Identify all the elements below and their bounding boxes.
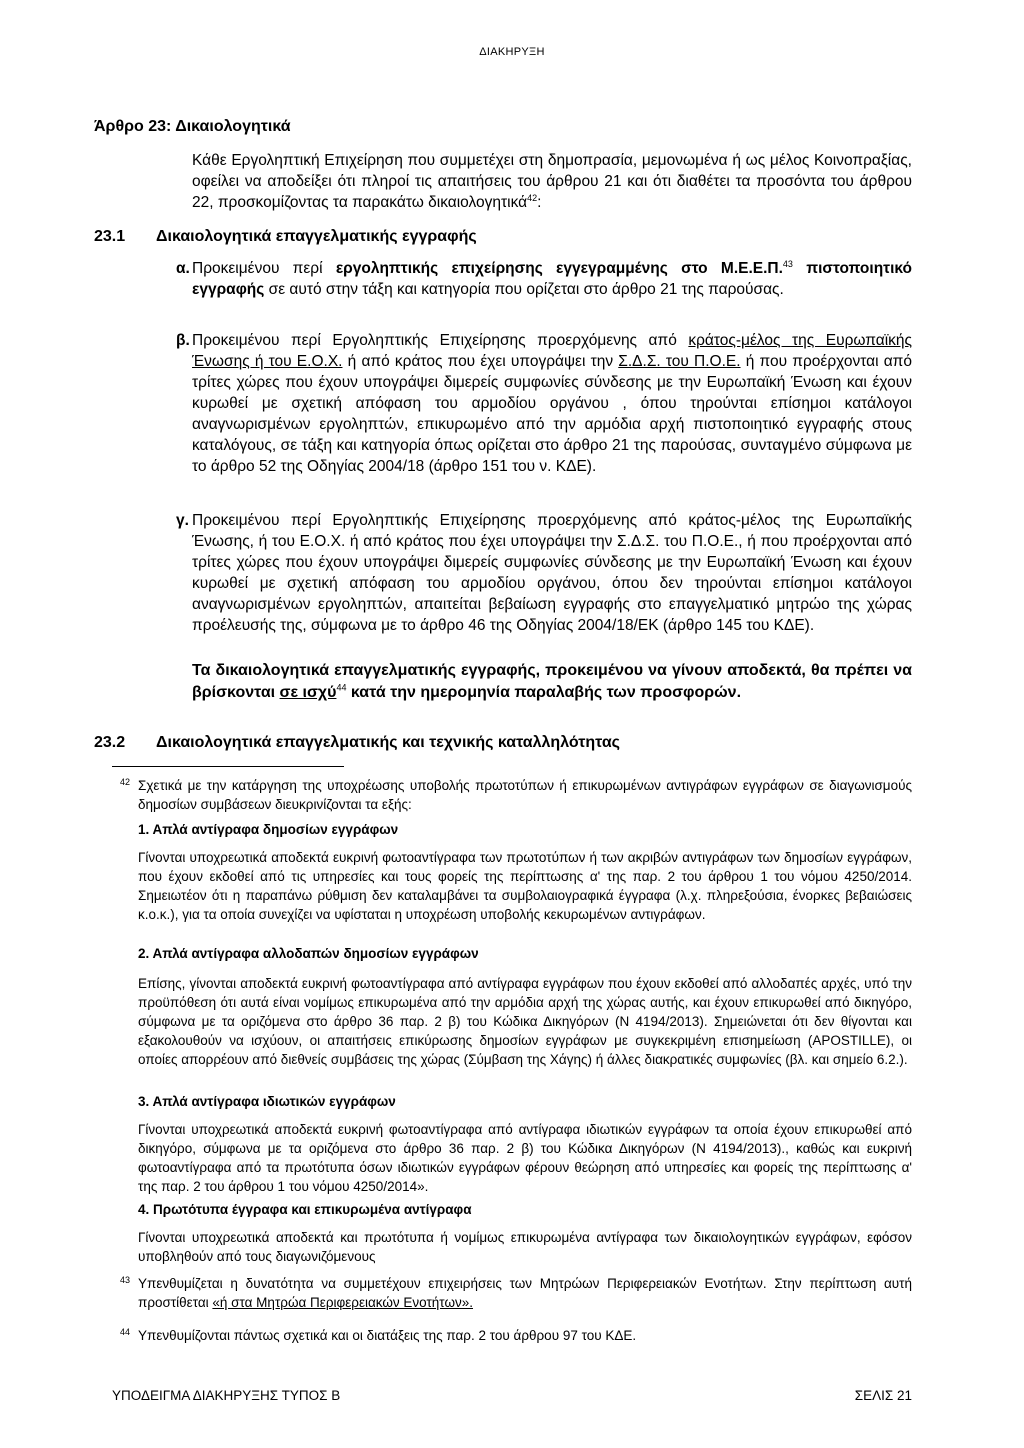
item-label: β.	[176, 332, 190, 349]
footnote-mark: 43	[120, 1275, 131, 1285]
running-header: ΔΙΑΚΗΡΥΞΗ	[479, 46, 545, 58]
footnote-mark: 44	[120, 1327, 131, 1337]
footnote-subheading-2: 2. Απλά αντίγραφα αλλοδαπών δημοσίων εγγράφων	[138, 946, 479, 961]
article-title: Άρθρο 23: Δικαιολογητικά	[94, 118, 291, 135]
item-text: ή που προέρχονται από τρίτες χώρες που έχουν υπογράψει διμερείς συμφωνίες σύνδεσης με την Ευρωπαϊκή Ένωση και έχουν κυρωθεί με σχετική απόφαση του αρμοδίου οργάνου , όπου τηρούνται επίσημοι κατάλογοι αναγνωρισμένων εργοληπτών, επικυρωμένο από την αρμόδια αρχή πιστοποιητικό εγγραφής στους καταλόγους, σε τάξη και κατηγορία όπως ορίζεται στο άρθρο 21 της παρούσας, συνταγμένο σύμφωνα με το άρθρο 52 της Οδηγίας 2004/18 (άρθρο 151 του ν. ΚΔΕ).	[192, 353, 912, 475]
footnote-paragraph-4: Γίνονται υποχρεωτικά αποδεκτά και πρωτότυπα ή νομίμως επικυρωμένα αντίγραφα των δικαιολογητικών εγγράφων, εφόσον υποβληθούν από τους διαγωνιζόμενους	[138, 1230, 912, 1264]
item-c	[176, 510, 912, 636]
item-underlined: Σ.Δ.Σ. του Π.Ο.Ε.	[618, 353, 741, 370]
section-heading: Δικαιολογητικά επαγγελματικής και τεχνικής καταλληλότητας	[156, 734, 620, 751]
section-heading: Δικαιολογητικά επαγγελματικής εγγραφής	[156, 228, 477, 245]
emphasis-underlined: σε ισχύ	[279, 684, 337, 701]
footnote-subheading-1: 1. Απλά αντίγραφα δημοσίων εγγράφων	[138, 822, 399, 837]
section-23-1-title	[94, 228, 477, 246]
item-text: ή από κράτος που έχει υπογράψει την	[342, 353, 619, 370]
footnote-underlined: «ή στα Μητρώα Περιφερειακών Ενοτήτων».	[212, 1295, 473, 1310]
article-intro	[192, 150, 912, 213]
footnote-text	[138, 1274, 912, 1312]
footnote-paragraph-2: Επίσης, γίνονται αποδεκτά ευκρινή φωτοαντίγραφα από αντίγραφα εγγράφων που έχουν εκδοθεί από αλλοδαπές αρχές, υπό την προϋπόθεση ότι αυτά είναι νομίμως επικυρωμένα από την αρμόδια αρχή της χώρας αυτής, και έχουν επικυρωθεί από δικηγόρο, σύμφωνα με τα οριζόμενα στο άρθρο 36 παρ. 2 β) του Κώδικα Δικηγόρων (Ν 4194/2013). Σημειώνεται ότι δεν θίγονται και εξακολουθούν να ισχύουν, οι απαιτήσεις επικύρωσης δημοσίων εγγράφων με συγκεκριμένη επισημείωση (APOSTILLE), οι οποίες απορρέουν από διεθνείς συμβάσεις της χώρας (Σύμβαση της Χάγης) ή άλλες διακρατικές συμφωνίες (βλ. και σημείο 6.2.).	[138, 976, 912, 1067]
item-text: Προκειμένου περί	[192, 260, 336, 277]
footnote-paragraph-1: Γίνονται υποχρεωτικά αποδεκτά ευκρινή φωτοαντίγραφα των πρωτοτύπων ή των ακριβών αντιγράφων των δημοσίων εγγράφων, που έχουν εκδοθεί από τις υπηρεσίες και τους φορείς της περίπτωσης α' της παρ. 2 του άρθρου 1 του νόμου 4250/2014. Σημειωτέον ότι η παραπάνω ρύθμιση δεν καταλαμβάνει τα συμβολαιογραφικά έγγραφα (λ.χ. πληρεξούσια, ένορκες βεβαιώσεις κ.ο.κ.), για τα οποία συνεχίζει να υφίσταται η υποχρέωση υποβολής κεκυρωμένων αντιγράφων.	[138, 850, 912, 922]
validity-emphasis	[192, 660, 912, 704]
footnote-43	[112, 1274, 912, 1312]
item-bold: εργοληπτικής επιχείρησης εγγεγραμμένης στο Μ.Ε.Ε.Π.	[335, 260, 783, 277]
footnote-subheading-3: 3. Απλά αντίγραφα ιδιωτικών εγγράφων	[138, 1094, 396, 1109]
emphasis-text: Τα δικαιολογητικά επαγγελματικής εγγραφής, προκειμένου να γίνουν αποδεκτά, θα πρέπει να βρίσκονται	[192, 662, 912, 701]
footnote-ref-43[interactable]: 43	[782, 258, 793, 269]
footnote-subheading-4: 4. Πρωτότυπα έγγραφα και επικυρωμένα αντίγραφα	[138, 1202, 472, 1217]
footnote-42	[112, 776, 912, 814]
item-label: γ.	[176, 512, 189, 529]
item-b	[176, 330, 912, 477]
footnote-paragraph-3: Γίνονται υποχρεωτικά αποδεκτά ευκρινή φωτοαντίγραφα από αντίγραφα ιδιωτικών εγγράφων τα οποία έχουν επικυρωθεί από δικηγόρο, σύμφωνα με τα οριζόμενα στο άρθρο 36 παρ. 2 β) του Κώδικα Δικηγόρων (Ν 4194/2013)., καθώς και ευκρινή φωτοαντίγραφα από τα πρωτότυπα όσων ιδιωτικών εγγράφων φέρουν θεώρηση από υπηρεσίες και φορείς της περίπτωσης α' της παρ. 2 του άρθρου 1 του νόμου 4250/2014».	[138, 1122, 912, 1194]
intro-end: :	[537, 194, 542, 211]
footnote-text: Σχετικά με την κατάργηση της υποχρέωσης υποβολής πρωτοτύπων ή επικυρωμένων αντιγράφων εγγράφων σε διαγωνισμούς δημοσίων συμβάσεων διευκρινίζονται τα εξής:	[138, 778, 912, 812]
footnote-44	[112, 1326, 912, 1345]
footer-page-number: ΣΕΛΙΣ 21	[854, 1388, 912, 1403]
item-underlined: κράτος-μέλος της Ευρωπαϊκής Ένωσης ή του Ε.Ο.Χ.	[192, 332, 912, 370]
footer-document-name: ΥΠΟΔΕΙΓΜΑ ΔΙΑΚΗΡΥΞΗΣ ΤΥΠΟΣ Β	[112, 1388, 341, 1403]
emphasis-text: κατά την ημερομηνία παραλαβής των προσφορών.	[346, 684, 742, 701]
intro-text: Κάθε Εργοληπτική Επιχείρηση που συμμετέχει στη δημοπρασία, μεμονωμένα ή ως μέλος Κοινοπραξίας, οφείλει να αποδείξει ότι πληροί τις απαιτήσεις του άρθρου 21 και ότι διαθέτει τα προσόντα του άρθρου 22, προσκομίζοντας τα παρακάτω δικαιολογητικά	[192, 152, 912, 211]
footnote-ref-44[interactable]: 44	[336, 682, 347, 693]
item-body: Προκειμένου περί Εργοληπτικής Επιχείρησης προερχόμενης από κράτος-μέλος της Ευρωπαϊκής Ένωσης, ή του Ε.Ο.Χ. ή από κράτος που έχει υπογράψει την Σ.Δ.Σ. του Π.Ο.Ε., ή που προέρχονται από τρίτες χώρες που έχουν υπογράψει διμερείς συμφωνίες σύνδεσης με την Ευρωπαϊκή Ένωση και έχουν κυρωθεί με σχετική απόφαση του αρμοδίου οργάνου, όπου δεν τηρούνται επίσημοι κατάλογοι αναγνωρισμένων εργοληπτών, απαιτείται βεβαίωση εγγραφής στο επαγγελματικό μητρώο της χώρας προέλευσής της, σύμφωνα με το άρθρο 46 της Οδηγίας 2004/18/ΕΚ (άρθρο 145 του ΚΔΕ).	[192, 512, 912, 634]
item-a	[176, 258, 912, 300]
footnote-separator	[112, 766, 344, 767]
section-number: 23.1	[94, 228, 126, 245]
item-text: Προκειμένου περί Εργοληπτικής Επιχείρησης προερχόμενης από	[192, 332, 689, 349]
item-bold: πιστοποιητικό εγγραφής	[192, 260, 912, 298]
footnote-ref-42[interactable]: 42	[527, 192, 538, 203]
section-number: 23.2	[94, 734, 126, 751]
item-text: σε αυτό στην τάξη και κατηγορία που ορίζεται στο άρθρο 21 της παρούσας.	[264, 281, 784, 298]
section-23-2-title	[94, 734, 620, 752]
item-body	[192, 258, 912, 300]
footnote-body: Υπενθυμίζεται η δυνατότητα να συμμετέχουν επιχειρήσεις των Μητρώων Περιφερειακών Ενοτήτων. Στην περίπτωση αυτή προστίθεται	[138, 1276, 912, 1310]
footnote-text: Υπενθυμίζονται πάντως σχετικά και οι διατάξεις της παρ. 2 του άρθρου 97 του ΚΔΕ.	[138, 1328, 637, 1343]
item-body	[192, 330, 912, 477]
footnote-mark: 42	[120, 777, 131, 787]
item-label: α.	[176, 260, 190, 277]
